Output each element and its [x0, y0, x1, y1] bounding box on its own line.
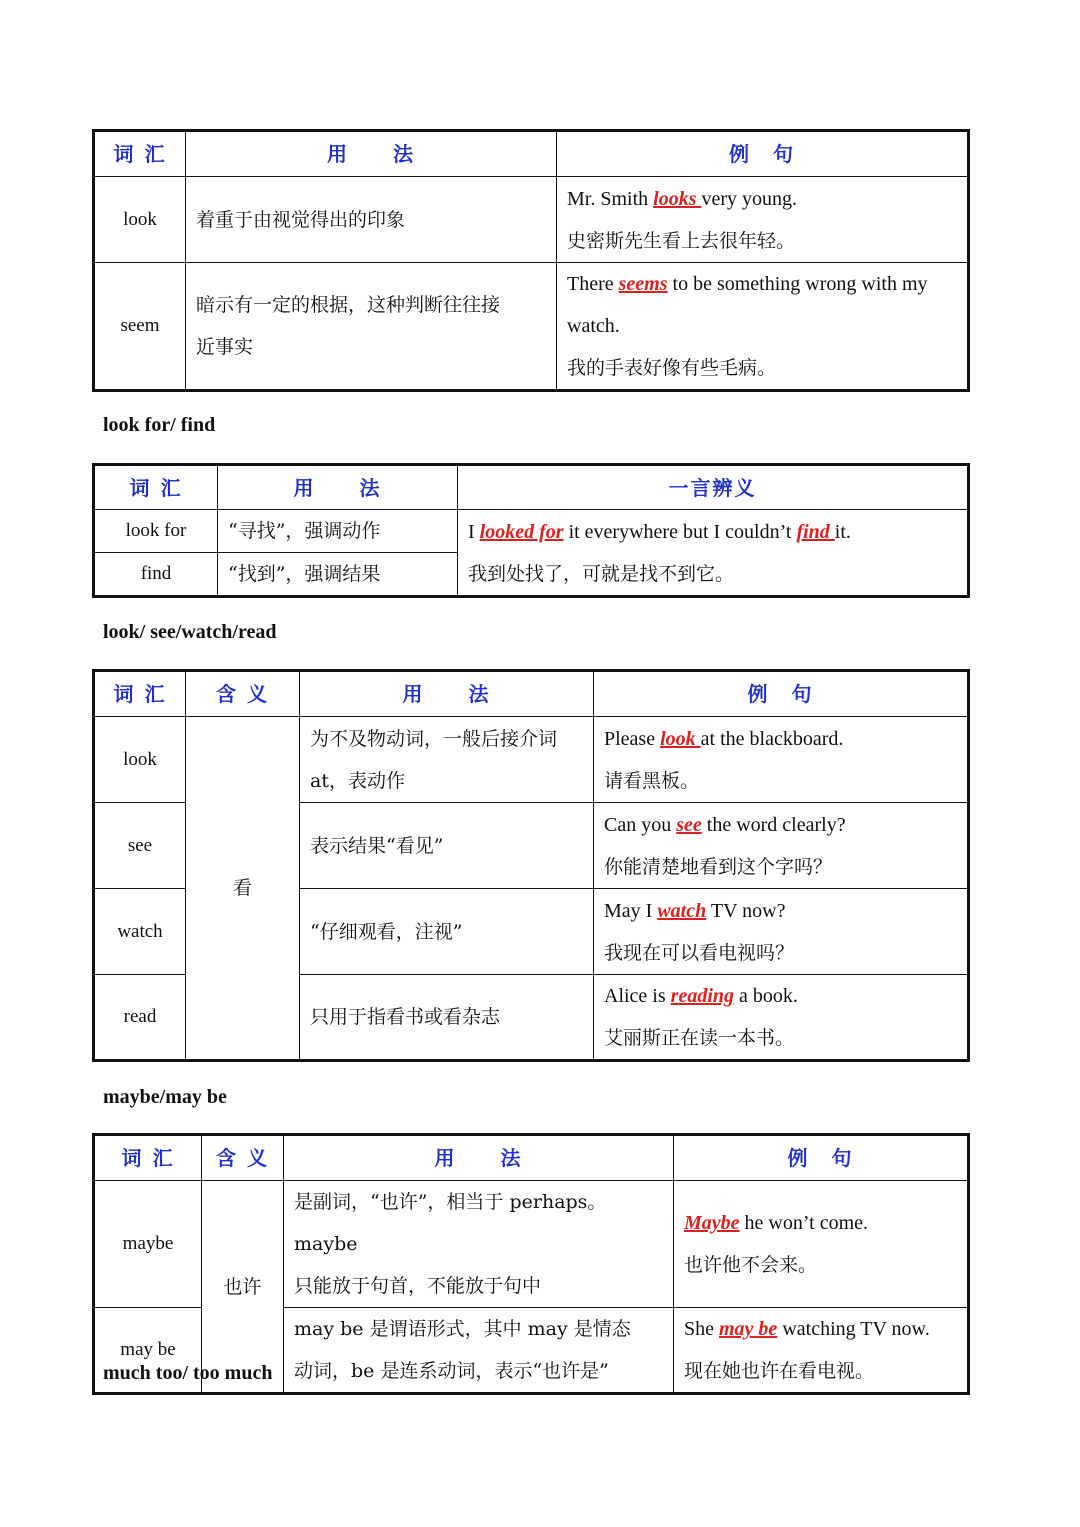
vocab-word: look — [94, 717, 186, 803]
usage-cell: 着重于由视觉得出的印象 — [186, 177, 557, 263]
example-text: to be something wrong with my — [667, 273, 928, 295]
vocab-word: seem — [94, 263, 186, 391]
header-meaning: 一言辨义 — [458, 465, 969, 510]
meaning-cell: 看 — [186, 717, 300, 1061]
header-usage: 用 法 — [186, 131, 557, 177]
meaning-cell: 也许 — [202, 1181, 284, 1394]
section-heading: look for/ find — [103, 414, 216, 436]
vocab-word: may be — [94, 1308, 202, 1394]
vocab-word: find — [94, 553, 218, 597]
vocab-word: maybe — [94, 1181, 202, 1308]
header-usage: 用 法 — [284, 1135, 674, 1181]
table-header-row — [94, 671, 969, 717]
header-meaning: 含 义 — [202, 1135, 284, 1181]
example-text: at the blackboard. — [700, 727, 844, 750]
vocab-table-maybe-may-be — [92, 1133, 970, 1395]
table-header-row — [94, 131, 969, 177]
highlight-word: reading — [670, 985, 734, 1007]
example-cell — [557, 263, 969, 391]
highlight-word: seems — [618, 273, 668, 295]
example-text: a book. — [734, 985, 798, 1007]
highlight-word: may be — [719, 1318, 778, 1340]
header-usage: 用 法 — [218, 465, 458, 510]
highlight-word: find — [796, 520, 835, 543]
example-text: I — [468, 520, 480, 543]
example-text: Can you — [604, 813, 677, 836]
usage-line: may be 是谓语形式，其中 may 是情态 — [294, 1318, 631, 1340]
usage-cell — [284, 1181, 674, 1308]
section-heading: maybe/may be — [103, 1086, 227, 1108]
header-vocab: 词 汇 — [94, 465, 218, 510]
example-text: There — [567, 273, 619, 295]
usage-cell: 只用于指看书或看杂志 — [300, 975, 594, 1061]
example-translation: 也许他不会来。 — [684, 1254, 818, 1276]
usage-line: 近事实 — [196, 336, 254, 358]
example-cell — [557, 177, 969, 263]
usage-cell — [284, 1308, 674, 1394]
highlight-word: look — [660, 727, 701, 750]
usage-cell: “寻找”，强调动作 — [218, 510, 458, 553]
header-vocab: 词 汇 — [94, 1135, 202, 1181]
example-translation: 艾丽斯正在读一本书。 — [604, 1027, 795, 1049]
usage-cell: “仔细观看，注视” — [300, 889, 594, 975]
vocab-word: read — [94, 975, 186, 1061]
header-meaning: 含 义 — [186, 671, 300, 717]
header-example: 例 句 — [674, 1135, 969, 1181]
example-text: very young. — [701, 187, 798, 210]
vocab-table-look-see-watch-read — [92, 669, 970, 1062]
example-translation: 请看黑板。 — [604, 769, 700, 792]
usage-line: 动词，be 是连系动词，表示“也许是” — [294, 1360, 609, 1382]
table-row — [94, 263, 969, 391]
example-text: Please — [604, 727, 661, 750]
highlight-word: watch — [657, 899, 707, 922]
usage-line: 只能放于句首，不能放于句中 — [294, 1275, 542, 1297]
example-translation: 我的手表好像有些毛病。 — [567, 357, 777, 379]
usage-line: 为不及物动词，一般后接介词 — [310, 727, 558, 750]
example-cell — [594, 717, 969, 803]
example-text: the word clearly? — [701, 813, 846, 836]
header-vocab: 词 汇 — [94, 131, 186, 177]
example-text: watch. — [567, 315, 620, 337]
section-heading: much too/ too much — [103, 1362, 273, 1384]
table-row — [94, 717, 969, 803]
example-text: May I — [604, 899, 658, 922]
example-text: Mr. Smith — [567, 187, 654, 210]
example-cell — [594, 975, 969, 1061]
table-header-row — [94, 465, 969, 510]
highlight-word: looks — [653, 187, 702, 210]
usage-line: 是副词，“也许”，相当于 perhaps。maybe — [294, 1191, 607, 1255]
example-text: it everywhere but I couldn’t — [563, 520, 797, 543]
header-usage: 用 法 — [300, 671, 594, 717]
example-cell — [594, 803, 969, 889]
table-header-row — [94, 1135, 969, 1181]
table-row — [94, 177, 969, 263]
example-translation: 你能清楚地看到这个字吗？ — [604, 855, 833, 878]
example-translation: 现在她也许在看电视。 — [684, 1360, 875, 1382]
usage-line: at，表动作 — [310, 769, 405, 792]
example-text: it. — [834, 520, 851, 543]
highlight-word: see — [676, 813, 702, 836]
example-translation: 史密斯先生看上去很年轻。 — [567, 229, 796, 252]
vocab-word: look for — [94, 510, 218, 553]
table-row — [94, 1181, 969, 1308]
example-text: he won’t come. — [739, 1212, 869, 1234]
usage-cell — [300, 717, 594, 803]
section-heading: look/ see/watch/read — [103, 621, 277, 643]
usage-cell: “找到”，强调结果 — [218, 553, 458, 597]
vocab-word: see — [94, 803, 186, 889]
example-cell — [458, 510, 969, 597]
highlight-word: Maybe — [684, 1212, 740, 1234]
example-text: Alice is — [604, 985, 671, 1007]
vocab-table-look-for-find — [92, 463, 970, 598]
example-text: She — [684, 1318, 719, 1340]
example-cell — [674, 1181, 969, 1308]
table-row — [94, 510, 969, 553]
header-example: 例 句 — [557, 131, 969, 177]
example-text: TV now? — [706, 899, 786, 922]
example-cell — [674, 1308, 969, 1394]
vocab-table-look-seem — [92, 129, 970, 392]
example-text: watching TV now. — [777, 1318, 930, 1340]
example-cell — [594, 889, 969, 975]
example-translation: 我到处找了，可就是找不到它。 — [468, 562, 735, 585]
highlight-word: looked for — [479, 520, 564, 543]
usage-cell — [186, 263, 557, 391]
vocab-word: look — [94, 177, 186, 263]
usage-line: 暗示有一定的根据，这种判断往往接 — [196, 294, 501, 316]
header-vocab: 词 汇 — [94, 671, 186, 717]
header-example: 例 句 — [594, 671, 969, 717]
usage-cell: 表示结果“看见” — [300, 803, 594, 889]
example-translation: 我现在可以看电视吗？ — [604, 941, 795, 964]
vocab-word: watch — [94, 889, 186, 975]
